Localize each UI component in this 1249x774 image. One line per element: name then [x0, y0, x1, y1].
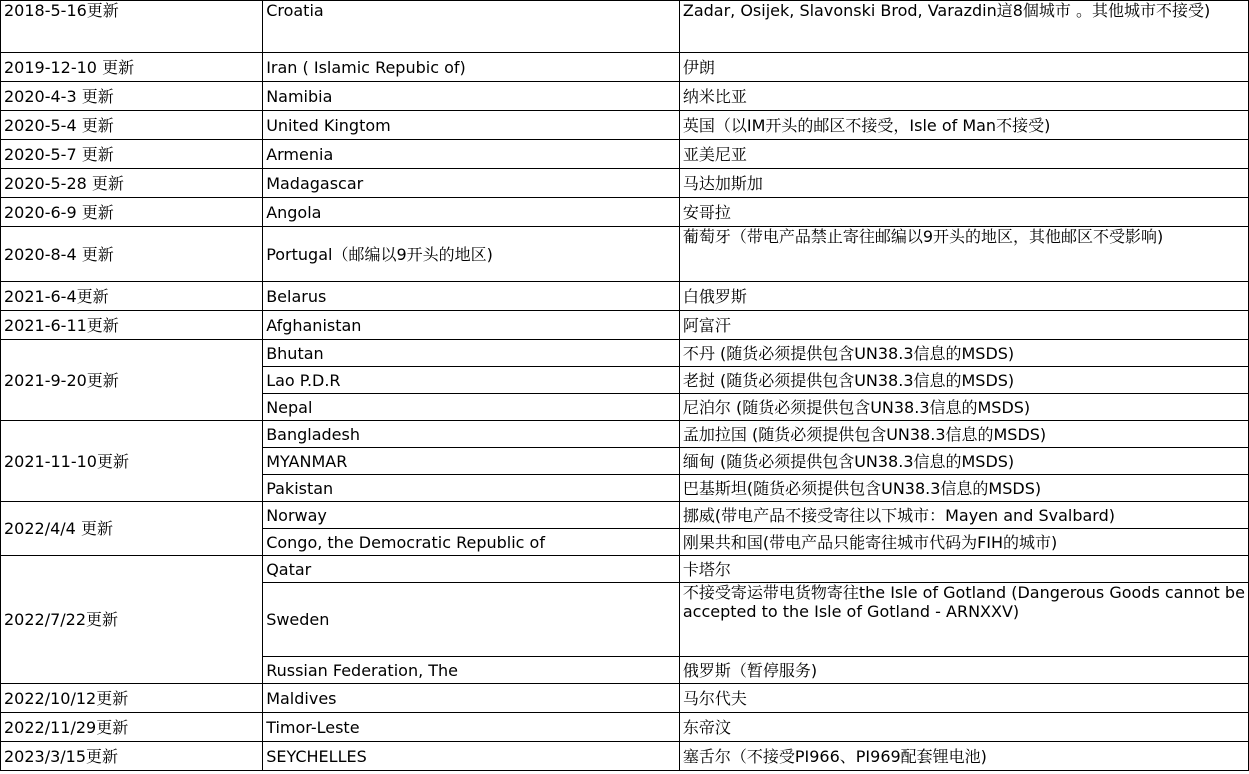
note-cell: 刚果共和国(带电产品只能寄往城市代码为FIH的城市)	[679, 529, 1248, 556]
country-cell: Croatia	[263, 1, 680, 53]
date-cell: 2020-5-7 更新	[1, 140, 263, 169]
date-cell: 2020-5-4 更新	[1, 111, 263, 140]
table-row	[1, 140, 1249, 169]
note-cell: 老挝 (随货必须提供包含UN38.3信息的MSDS)	[679, 367, 1248, 394]
country-cell: Maldives	[263, 684, 680, 713]
table-row	[1, 713, 1249, 742]
country-cell: Lao P.D.R	[263, 367, 680, 394]
country-cell: SEYCHELLES	[263, 742, 680, 771]
date-cell: 2019-12-10 更新	[1, 53, 263, 82]
country-cell: Bangladesh	[263, 421, 680, 448]
table-row	[1, 282, 1249, 311]
table-row	[1, 556, 1249, 583]
table-row	[1, 340, 1249, 367]
table-row	[1, 169, 1249, 198]
date-cell: 2022/4/4 更新	[1, 502, 263, 556]
note-cell: 安哥拉	[679, 198, 1248, 227]
country-cell: United Kingtom	[263, 111, 680, 140]
table-row	[1, 53, 1249, 82]
country-cell: Nepal	[263, 394, 680, 421]
note-cell: 俄罗斯（暂停服务)	[679, 657, 1248, 684]
note-cell: 挪威(带电产品不接受寄往以下城市：Mayen and Svalbard)	[679, 502, 1248, 529]
table-row	[1, 1, 1249, 53]
date-cell: 2018-5-16更新	[1, 1, 263, 53]
country-cell: Iran ( Islamic Repubic of)	[263, 53, 680, 82]
table-row	[1, 742, 1249, 771]
country-cell: Namibia	[263, 82, 680, 111]
date-cell: 2021-9-20更新	[1, 340, 263, 421]
note-cell: 伊朗	[679, 53, 1248, 82]
country-cell: Sweden	[263, 583, 680, 657]
note-cell: 不接受寄运带电货物寄往the Isle of Gotland (Dangerous Goods cannot be accepted to the Isle of Gotland - ARNXXV)	[679, 583, 1248, 657]
note-cell: 马尔代夫	[679, 684, 1248, 713]
country-cell: Bhutan	[263, 340, 680, 367]
note-cell: 不丹 (随货必须提供包含UN38.3信息的MSDS)	[679, 340, 1248, 367]
date-cell: 2023/3/15更新	[1, 742, 263, 771]
date-cell: 2020-5-28 更新	[1, 169, 263, 198]
note-cell: 东帝汶	[679, 713, 1248, 742]
table-row	[1, 82, 1249, 111]
note-cell: 白俄罗斯	[679, 282, 1248, 311]
date-cell: 2021-6-11更新	[1, 311, 263, 340]
table-row	[1, 311, 1249, 340]
date-cell: 2021-6-4更新	[1, 282, 263, 311]
country-cell: Armenia	[263, 140, 680, 169]
country-cell: MYANMAR	[263, 448, 680, 475]
country-cell: Portugal（邮编以9开头的地区)	[263, 227, 680, 282]
country-cell: Belarus	[263, 282, 680, 311]
country-cell: Qatar	[263, 556, 680, 583]
note-cell: 英国（以IM开头的邮区不接受，Isle of Man不接受)	[679, 111, 1248, 140]
note-cell: 孟加拉国 (随货必须提供包含UN38.3信息的MSDS)	[679, 421, 1248, 448]
table-row	[1, 198, 1249, 227]
country-cell: Timor-Leste	[263, 713, 680, 742]
date-cell: 2020-4-3 更新	[1, 82, 263, 111]
date-cell: 2022/7/22更新	[1, 556, 263, 684]
table-row	[1, 502, 1249, 529]
date-cell: 2021-11-10更新	[1, 421, 263, 502]
note-cell: 塞舌尔（不接受PI966、PI969配套锂电池)	[679, 742, 1248, 771]
note-cell: 亚美尼亚	[679, 140, 1248, 169]
country-cell: Norway	[263, 502, 680, 529]
date-cell: 2022/11/29更新	[1, 713, 263, 742]
note-cell: 葡萄牙（带电产品禁止寄往邮编以9开头的地区，其他邮区不受影响)	[679, 227, 1248, 282]
country-cell: Congo, the Democratic Republic of	[263, 529, 680, 556]
note-cell: 阿富汗	[679, 311, 1248, 340]
table-row	[1, 684, 1249, 713]
country-cell: Angola	[263, 198, 680, 227]
note-cell: 巴基斯坦(随货必须提供包含UN38.3信息的MSDS)	[679, 475, 1248, 502]
note-cell: Zadar, Osijek, Slavonski Brod, Varazdin這8個城市 。其他城市不接受)	[679, 1, 1248, 53]
note-cell: 马达加斯加	[679, 169, 1248, 198]
table-row	[1, 421, 1249, 448]
table-body	[1, 1, 1249, 771]
table-row	[1, 111, 1249, 140]
date-cell: 2022/10/12更新	[1, 684, 263, 713]
date-cell: 2020-8-4 更新	[1, 227, 263, 282]
country-cell: Russian Federation, The	[263, 657, 680, 684]
country-cell: Afghanistan	[263, 311, 680, 340]
note-cell: 尼泊尔 (随货必须提供包含UN38.3信息的MSDS)	[679, 394, 1248, 421]
country-cell: Madagascar	[263, 169, 680, 198]
date-cell: 2020-6-9 更新	[1, 198, 263, 227]
table-row	[1, 227, 1249, 282]
note-cell: 纳米比亚	[679, 82, 1248, 111]
note-cell: 缅甸 (随货必须提供包含UN38.3信息的MSDS)	[679, 448, 1248, 475]
note-cell: 卡塔尔	[679, 556, 1248, 583]
country-cell: Pakistan	[263, 475, 680, 502]
